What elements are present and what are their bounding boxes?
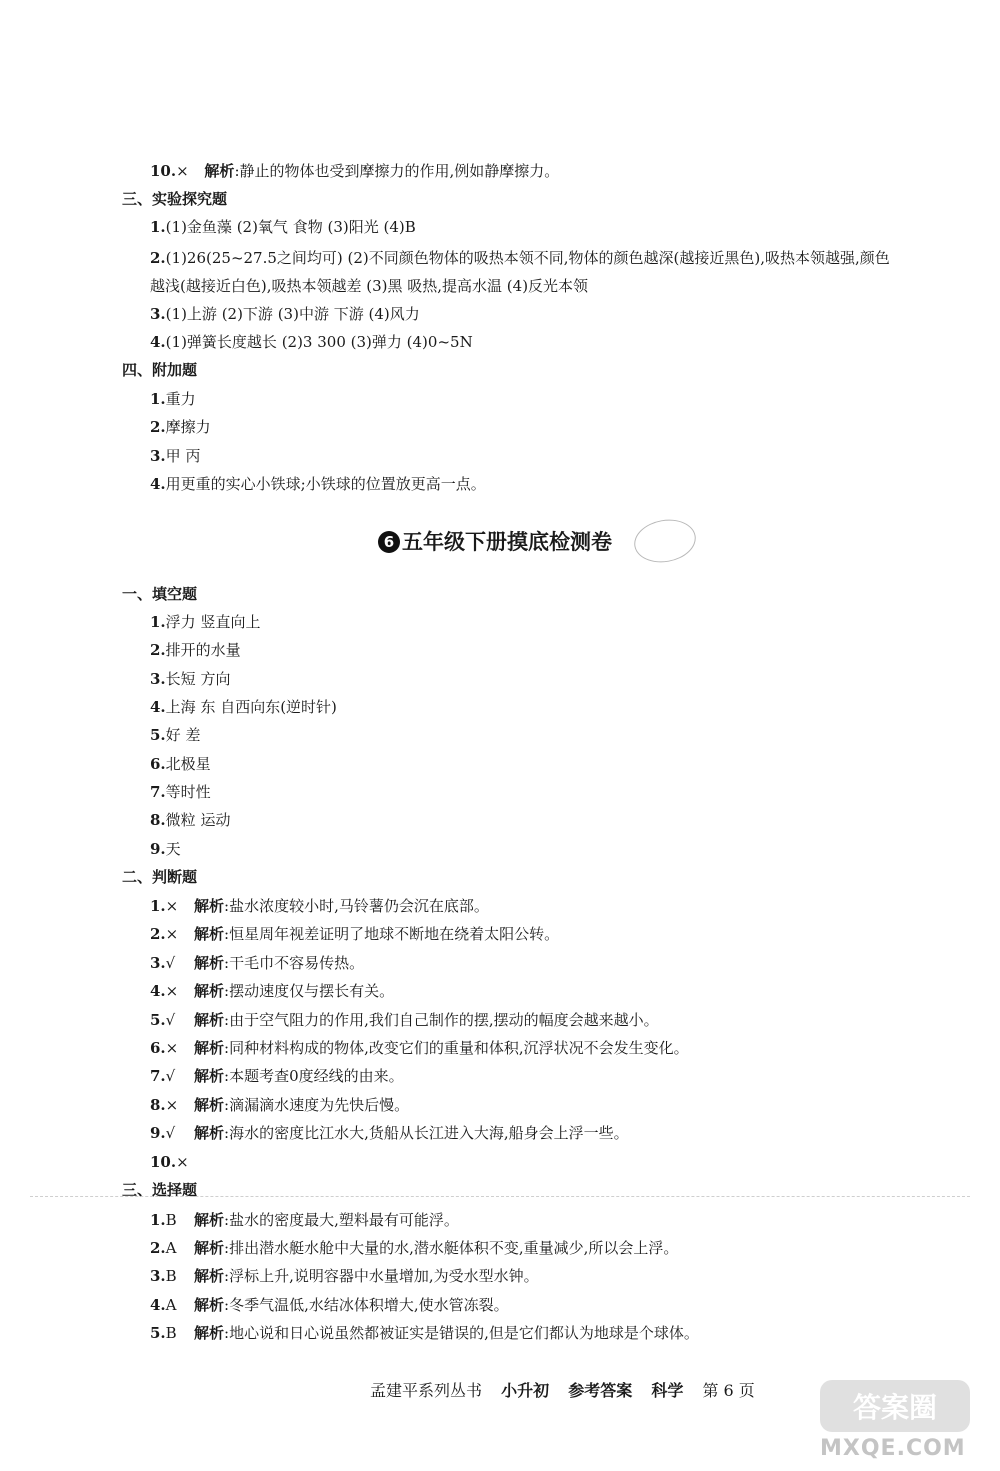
footer-page-number: 第 6 页 bbox=[702, 1381, 755, 1400]
footer-grade: 小升初 bbox=[501, 1381, 550, 1400]
fill-item-2: 2.排开的水量 bbox=[150, 641, 241, 659]
footer-series: 孟建平系列丛书 bbox=[370, 1381, 483, 1400]
footer-subject: 科学 bbox=[651, 1381, 684, 1400]
fill-item-5: 5.好 差 bbox=[150, 726, 201, 744]
watermark bbox=[820, 1380, 970, 1461]
judge-item-6: 6.× 解析:同种材料构成的物体,改变它们的重量和体积,沉浮状况不会发生变化。 bbox=[150, 1039, 689, 1057]
test-number-badge: 6 bbox=[378, 531, 400, 553]
fill-item-3: 3.长短 方向 bbox=[150, 670, 231, 688]
judge-item-8: 8.× 解析:滴漏滴水速度为先快后慢。 bbox=[150, 1096, 410, 1114]
extra-item-1: 1.重力 bbox=[150, 390, 196, 408]
stamp-graphic bbox=[631, 515, 699, 567]
judge-item-5: 5.√ 解析:由于空气阻力的作用,我们自己制作的摆,摆动的幅度会越来越小。 bbox=[150, 1011, 659, 1029]
fill-item-1: 1.浮力 竖直向上 bbox=[150, 613, 261, 631]
extra-item-3: 3.甲 丙 bbox=[150, 447, 201, 465]
judge-item-7: 7.√ 解析:本题考查0度经线的由来。 bbox=[150, 1067, 404, 1085]
judge-item-2: 2.× 解析:恒星周年视差证明了地球不断地在绕着太阳公转。 bbox=[150, 925, 560, 943]
choice-item-4: 4.A 解析:冬季气温低,水结冰体积增大,使水管冻裂。 bbox=[150, 1296, 509, 1314]
page-footer bbox=[370, 1381, 769, 1401]
judge-item-3: 3.√ 解析:干毛巾不容易传热。 bbox=[150, 954, 365, 972]
experiment-item-2: 2.(1)26(25~27.5之间均可) (2)不同颜色物体的吸热本领不同,物体的颜色越深(越接近黑色),吸热本领越强,颜色越浅(越接近白色),吸热本领越差 (3)黑 吸热,提高水温 (4)反光本领 bbox=[150, 249, 890, 295]
experiment-item-3: 3.(1)上游 (2)下游 (3)中游 下游 (4)风力 bbox=[150, 305, 420, 323]
choice-item-2: 2.A 解析:排出潜水艇水舱中大量的水,潜水艇体积不变,重量减少,所以会上浮。 bbox=[150, 1239, 679, 1257]
footer-kind: 参考答案 bbox=[568, 1381, 633, 1400]
divider-dashed bbox=[30, 1196, 970, 1197]
experiment-item-1: 1.(1)金鱼藻 (2)氧气 食物 (3)阳光 (4)B bbox=[150, 218, 416, 236]
fill-item-7: 7.等时性 bbox=[150, 783, 211, 801]
watermark-logo-icon: 答案圈 bbox=[820, 1380, 970, 1432]
choice-item-5: 5.B 解析:地心说和日心说虽然都被证实是错误的,但是它们都认为地球是个球体。 bbox=[150, 1324, 699, 1342]
choice-item-3: 3.B 解析:浮标上升,说明容器中水量增加,为受水型水钟。 bbox=[150, 1267, 539, 1285]
judge-item-1: 1.× 解析:盐水浓度较小时,马铃薯仍会沉在底部。 bbox=[150, 897, 489, 915]
choice-item-1: 1.B 解析:盐水的密度最大,塑料最有可能浮。 bbox=[150, 1211, 459, 1229]
extra-item-4: 4.用更重的实心小铁球;小铁球的位置放更高一点。 bbox=[150, 475, 486, 493]
test-title: 6 五年级下册摸底检测卷 bbox=[378, 528, 612, 556]
judge-item-9: 9.√ 解析:海水的密度比江水大,货船从长江进入大海,船身会上浮一些。 bbox=[150, 1124, 629, 1142]
section-heading-extra: 四、附加题 bbox=[122, 361, 198, 379]
section-heading-choice: 三、选择题 bbox=[122, 1181, 198, 1199]
extra-item-2: 2.摩擦力 bbox=[150, 418, 211, 436]
fill-item-9: 9.天 bbox=[150, 840, 181, 858]
judge-item-10: 10.× 解析:静止的物体也受到摩擦力的作用,例如静摩擦力。 bbox=[150, 162, 560, 180]
fill-item-8: 8.微粒 运动 bbox=[150, 811, 231, 829]
fill-item-6: 6.北极星 bbox=[150, 755, 211, 773]
watermark-url: MXQE.COM bbox=[820, 1436, 966, 1461]
section-heading-judge: 二、判断题 bbox=[122, 868, 198, 886]
judge-item-10: 10.× bbox=[150, 1153, 189, 1171]
fill-item-4: 4.上海 东 自西向东(逆时针) bbox=[150, 698, 337, 716]
experiment-item-4: 4.(1)弹簧长度越长 (2)3 300 (3)弹力 (4)0~5N bbox=[150, 333, 473, 351]
section-heading-fill: 一、填空题 bbox=[122, 585, 198, 603]
section-heading-experiment: 三、实验探究题 bbox=[122, 190, 228, 208]
judge-item-4: 4.× 解析:摆动速度仅与摆长有关。 bbox=[150, 982, 395, 1000]
